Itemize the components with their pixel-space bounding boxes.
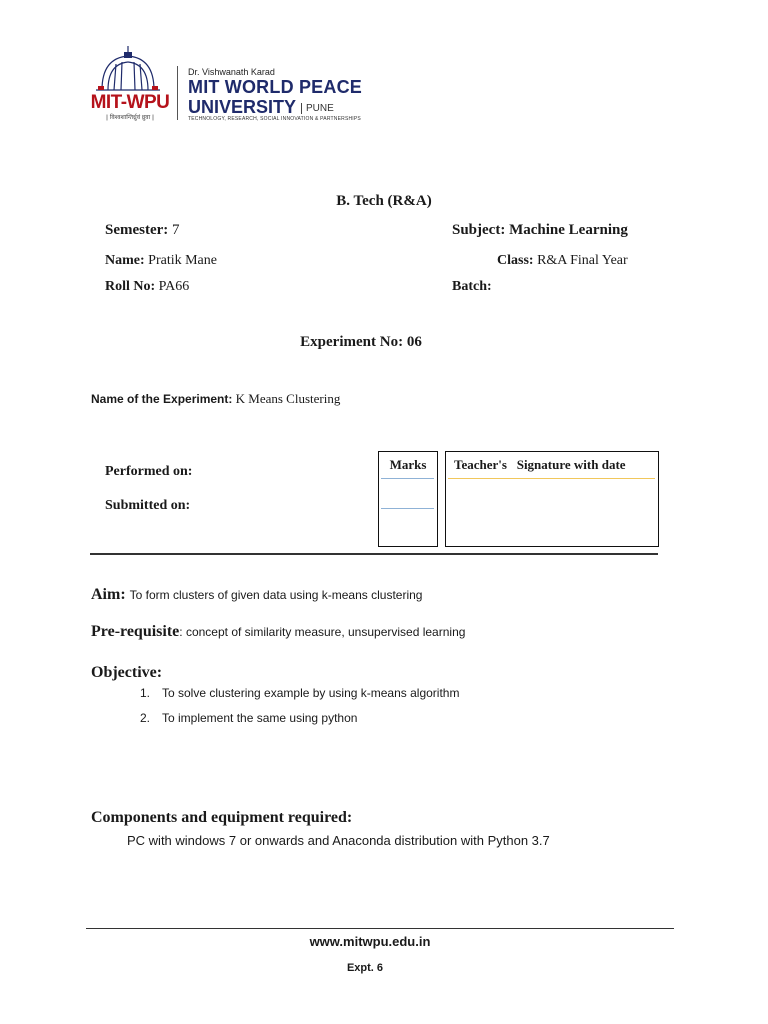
footer-divider <box>86 928 674 929</box>
logo-abbreviation: MIT-WPU <box>90 92 170 113</box>
signature-label: Signature with date <box>516 457 626 472</box>
marks-line-performed <box>381 478 434 479</box>
experiment-name-label: Name of the Experiment: <box>91 392 233 406</box>
subject-row <box>452 222 628 239</box>
objective-item-text: To solve clustering example by using k-means algorithm <box>162 686 460 700</box>
teacher-label: Teacher's <box>454 457 507 472</box>
logo-founder-name: Dr. Vishwanath Karad <box>188 67 275 77</box>
logo-tagline: TECHNOLOGY, RESEARCH, SOCIAL INNOVATION & PARTNERSHIPS <box>188 116 361 122</box>
semester-row <box>105 222 180 239</box>
objective-item <box>140 711 357 725</box>
objective-item-number: 1. <box>140 686 151 700</box>
components-text: PC with windows 7 or onwards and Anaconda distribution with Python 3.7 <box>127 833 550 848</box>
experiment-name-value: K Means Clustering <box>235 391 341 406</box>
logo-motto: || विश्वशान्तिर्ध्रुवं ध्रुवा || <box>105 115 155 121</box>
name-label: Name: <box>105 253 145 268</box>
signature-line <box>448 478 655 479</box>
class-label: Class: <box>497 253 534 268</box>
semester-label: Semester: <box>105 222 169 238</box>
batch-row <box>452 279 492 295</box>
logo-name-line1: MIT WORLD PEACE <box>188 77 362 97</box>
marks-line-submitted <box>381 508 434 509</box>
logo-name-line2: UNIVERSITY <box>188 97 297 117</box>
submitted-on-label: Submitted on: <box>105 498 191 513</box>
aim-row <box>91 586 422 604</box>
logo-divider <box>177 66 178 120</box>
class-value: R&A Final Year <box>537 253 628 268</box>
performed-on-label: Performed on: <box>105 464 193 479</box>
experiment-number: Experiment No: 06 <box>300 334 422 350</box>
prerequisite-row <box>91 623 465 641</box>
roll-row <box>105 279 189 295</box>
subject-value: Machine Learning <box>509 222 628 238</box>
roll-label: Roll No: <box>105 279 156 294</box>
objective-heading: Objective: <box>91 664 163 681</box>
batch-label: Batch: <box>452 279 492 294</box>
marks-box <box>378 451 438 547</box>
subject-label: Subject: <box>452 222 506 238</box>
aim-label: Aim: <box>91 586 126 603</box>
section-divider <box>90 553 658 555</box>
prerequisite-label: Pre-requisite <box>91 623 180 640</box>
marks-label: Marks <box>389 457 427 472</box>
footer-website-link[interactable]: www.mitwpu.edu.in <box>309 934 431 949</box>
objective-item-text: To implement the same using python <box>162 711 358 725</box>
components-heading: Components and equipment required: <box>91 809 353 826</box>
footer-page-label: Expt. 6 <box>346 962 384 974</box>
logo-city: PUNE <box>301 103 334 114</box>
objective-item-number: 2. <box>140 711 151 725</box>
student-name-row <box>105 253 217 269</box>
roll-value: PA66 <box>158 279 190 294</box>
semester-value: 7 <box>172 222 180 238</box>
teacher-signature-heading <box>454 457 658 473</box>
name-value: Pratik Mane <box>148 253 217 268</box>
class-row <box>497 253 628 269</box>
prerequisite-text: : concept of similarity measure, unsupervised learning <box>179 625 466 639</box>
objective-item <box>140 686 459 700</box>
aim-text: To form clusters of given data using k-means clustering <box>129 588 423 602</box>
course-title: B. Tech (R&A) <box>336 193 432 209</box>
experiment-name-row <box>91 391 340 407</box>
teacher-signature-box <box>445 451 659 547</box>
